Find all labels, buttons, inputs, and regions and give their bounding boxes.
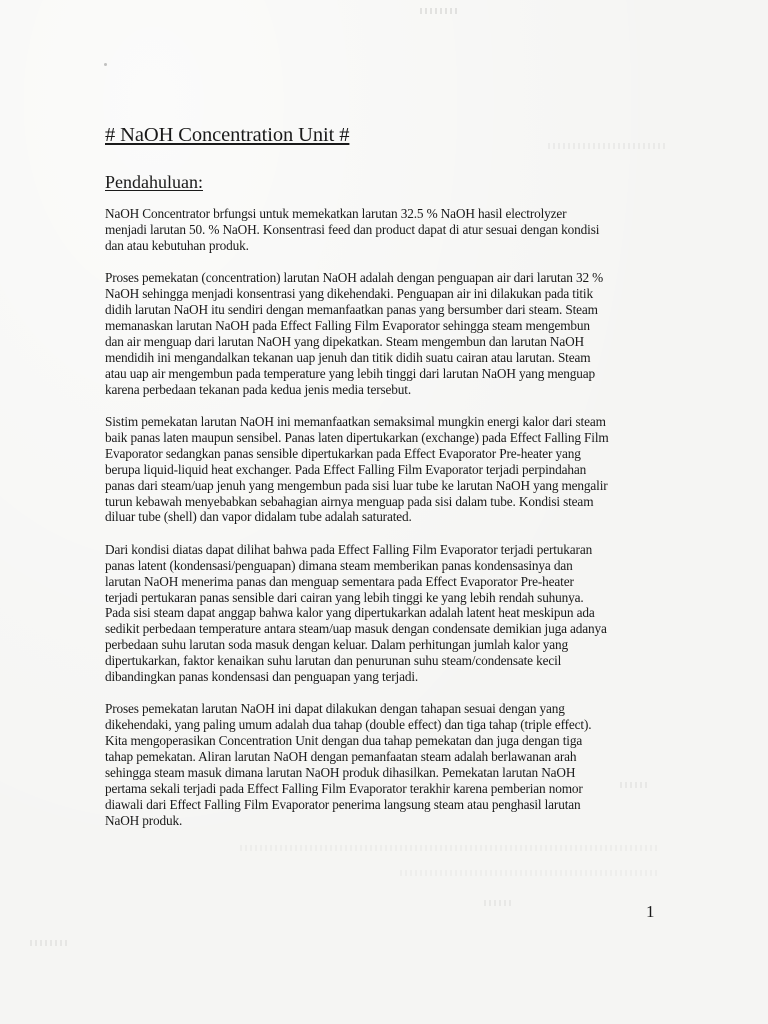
scan-noise: [240, 845, 660, 851]
text-line: tahap pemekatan. Aliran larutan NaOH dengan pemanfaatan steam adalah berlawanan arah: [105, 749, 577, 765]
text-line: NaOH produk.: [105, 812, 183, 828]
text-line: sehingga steam masuk dimana larutan NaOH produk dihasilkan. Pemekatan larutan NaOH: [105, 765, 576, 781]
page-number: 1: [646, 902, 655, 921]
text-line: terjadi pertukaran panas sensible dari cairan yang lebih tinggi ke yang lebih rendah suhunya.: [105, 589, 584, 605]
section-heading: Pendahuluan:: [105, 172, 203, 192]
text-line: perbedaan suhu larutan soda masuk dengan keluar. Dalam perhitungan jumlah kalor yang: [105, 637, 568, 653]
scan-noise: [484, 900, 514, 906]
text-line: dipertukarkan, faktor kenaikan suhu larutan dan penurunan suhu steam/condensate kecil: [105, 653, 562, 669]
scan-noise: [548, 143, 668, 149]
page-title: # NaOH Concentration Unit #: [105, 124, 350, 146]
text-line: Pada sisi steam dapat anggap bahwa kalor yang dipertukarkan adalah latent heat meskipun ada: [105, 605, 595, 621]
text-line: mendidih ini mengandalkan tekanan uap jenuh dan titik didih suatu cairan atau larutan. Steam: [105, 349, 591, 365]
text-line: Dari kondisi diatas dapat dilihat bahwa pada Effect Falling Film Evaporator terjadi pertukaran: [105, 541, 593, 557]
text-line: dibandingkan panas kondensasi dan penguapan yang terjadi.: [105, 669, 419, 685]
text-line: larutan NaOH menerima panas dan menguap sementara pada Effect Evaporator Pre-heater: [105, 573, 574, 589]
paragraph-3: [105, 414, 705, 525]
text-line: didih larutan NaOH itu sendiri dengan memanfaatkan panas yang bersumber dari steam. Steam: [105, 302, 598, 318]
text-line: turun kebawah menyebabkan sebahagian airnya menguap pada sisi dalam tube. Kondisi steam: [105, 493, 594, 509]
scan-noise: [30, 940, 70, 946]
text-line: memanaskan larutan NaOH pada Effect Falling Film Evaporator sehingga steam mengembun: [105, 317, 590, 333]
text-line: diawali dari Effect Falling Film Evaporator penerima langsung steam atau penghasil larutan: [105, 796, 581, 812]
text-line: berupa liquid-liquid heat exchanger. Pada Effect Falling Film Evaporator terjadi perpindahan: [105, 461, 587, 477]
scan-noise: [400, 870, 660, 876]
text-line: dikehendaki, yang paling umum adalah dua tahap (double effect) dan tiga tahap (triple effect).: [105, 717, 592, 733]
text-line: baik panas laten maupun sensibel. Panas laten dipertukarkan (exchange) pada Effect Falling Film: [105, 429, 609, 445]
text-line: Evaporator sedangkan panas sensible dipertukarkan pada Effect Evaporator Pre-heater yang: [105, 445, 581, 461]
text-line: menjadi larutan 50. % NaOH. Konsentrasi feed dan product dapat di atur sesuai dengan kondisi: [105, 221, 600, 237]
paragraph-2: [105, 270, 705, 397]
text-line: atau uap air mengembun pada temperature yang lebih tinggi dari larutan NaOH yang menguap: [105, 365, 596, 381]
text-line: Proses pemekatan larutan NaOH ini dapat dilakukan dengan tahapan sesuai dengan yang: [105, 701, 565, 717]
text-line: Kita mengoperasikan Concentration Unit dengan dua tahap pemekatan dan juga dengan tiga: [105, 733, 583, 749]
text-line: Proses pemekatan (concentration) larutan NaOH adalah dengan penguapan air dari larutan 32 %: [105, 270, 604, 286]
text-line: pertama sekali terjadi pada Effect Falling Film Evaporator terakhir karena pemberian nomor: [105, 781, 583, 796]
body-text: [105, 206, 705, 845]
text-line: diluar tube (shell) dan vapor didalam tube adalah saturated.: [105, 509, 412, 525]
text-line: karena perbedaan tekanan pada kedua jenis media tersebut.: [105, 381, 411, 397]
paragraph-4: [105, 542, 705, 685]
text-line: NaOH sehingga menjadi konsentrasi yang dikehendaki. Penguapan air ini dilakukan pada titik: [105, 286, 593, 302]
text-line: panas dari steam/uap jenuh yang mengembun pada sisi luar tube ke larutan NaOH yang mengalir: [105, 477, 608, 493]
text-line: panas latent (kondensasi/penguapan) dimana steam memberikan panas kondensasinya dan: [105, 557, 573, 573]
scan-noise: [420, 8, 460, 14]
paragraph-1: [105, 206, 705, 254]
text-line: sedikit perbedaan temperature antara steam/uap masuk dengan condensate demikian juga adanya: [105, 621, 607, 637]
text-line: dan atau kebutuhan produk.: [105, 237, 249, 253]
scan-speck: [104, 63, 107, 66]
text-line: Sistim pemekatan larutan NaOH ini memanfaatkan semaksimal mungkin energi kalor dari steam: [105, 413, 606, 429]
text-line: dan air menguap dari larutan NaOH yang dipekatkan. Steam mengembun dan larutan NaOH: [105, 333, 585, 349]
text-line: NaOH Concentrator brfungsi untuk memekatkan larutan 32.5 % NaOH hasil electrolyzer: [105, 206, 567, 221]
paragraph-5: [105, 701, 705, 828]
